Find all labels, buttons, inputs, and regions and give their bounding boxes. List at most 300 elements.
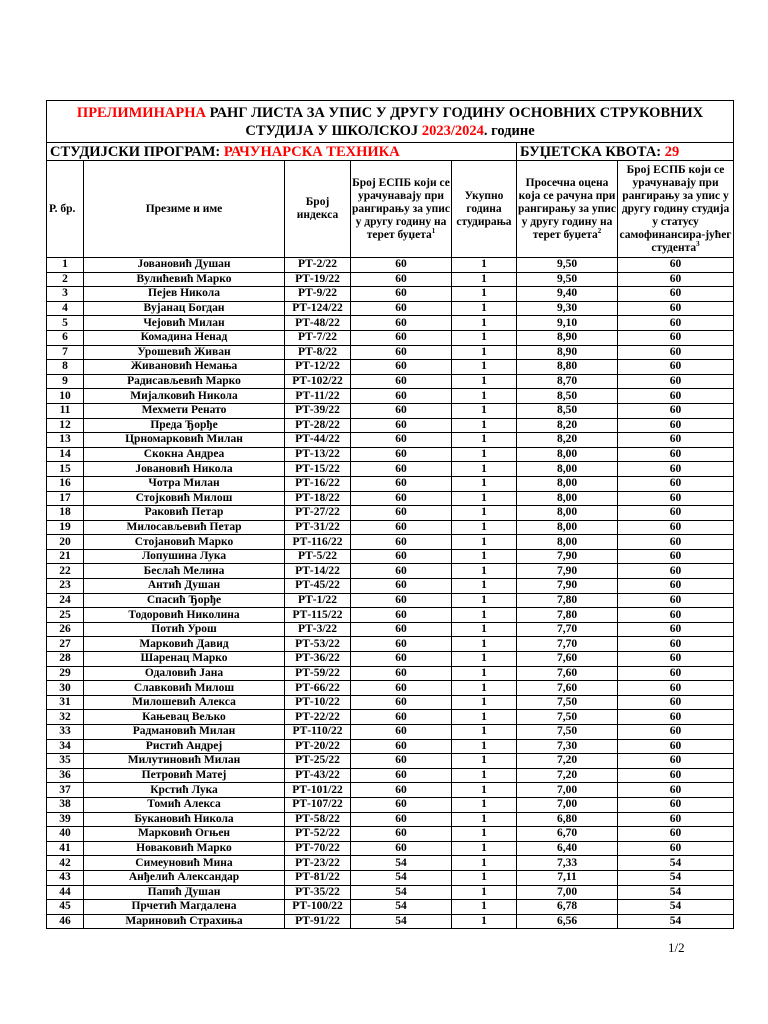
average-cell: 7,60 <box>517 681 618 696</box>
average-cell: 8,00 <box>517 535 618 550</box>
table-row <box>47 433 734 448</box>
espb-self-cell: 60 <box>618 418 734 433</box>
table-row <box>47 418 734 433</box>
table-row <box>47 287 734 302</box>
rank-cell: 41 <box>47 841 84 856</box>
average-cell: 8,00 <box>517 491 618 506</box>
col-header-index: Број индекса <box>285 161 351 258</box>
espb-self-cell: 60 <box>618 637 734 652</box>
index-cell: РТ-16/22 <box>285 476 351 491</box>
espb-cell: 60 <box>351 637 452 652</box>
years-cell: 1 <box>452 725 517 740</box>
espb-cell: 60 <box>351 476 452 491</box>
rank-cell: 10 <box>47 389 84 404</box>
rank-cell: 19 <box>47 520 84 535</box>
espb-self-cell: 60 <box>618 579 734 594</box>
index-cell: РТ-124/22 <box>285 301 351 316</box>
index-cell: РТ-12/22 <box>285 360 351 375</box>
years-cell: 1 <box>452 827 517 842</box>
name-cell: Крстић Лука <box>84 783 285 798</box>
name-cell: Шаренац Марко <box>84 652 285 667</box>
name-cell: Потић Урош <box>84 622 285 637</box>
espb-self-cell: 60 <box>618 768 734 783</box>
years-cell: 1 <box>452 637 517 652</box>
index-cell: РТ-11/22 <box>285 389 351 404</box>
rank-cell: 36 <box>47 768 84 783</box>
average-cell: 8,50 <box>517 389 618 404</box>
espb-self-cell: 60 <box>618 330 734 345</box>
espb-self-cell: 60 <box>618 725 734 740</box>
rank-cell: 31 <box>47 695 84 710</box>
name-cell: Чејовић Милан <box>84 316 285 331</box>
index-cell: РТ-8/22 <box>285 345 351 360</box>
espb-self-cell: 54 <box>618 870 734 885</box>
years-cell: 1 <box>452 549 517 564</box>
name-cell: Скокна Андреа <box>84 447 285 462</box>
table-row <box>47 637 734 652</box>
espb-self-cell: 60 <box>618 812 734 827</box>
average-cell: 8,70 <box>517 374 618 389</box>
index-cell: РТ-19/22 <box>285 272 351 287</box>
espb-cell: 60 <box>351 520 452 535</box>
name-cell: Петровић Матеј <box>84 768 285 783</box>
index-cell: РТ-13/22 <box>285 447 351 462</box>
name-cell: Мехмети Ренато <box>84 403 285 418</box>
index-cell: РТ-25/22 <box>285 754 351 769</box>
table-row <box>47 710 734 725</box>
espb-cell: 60 <box>351 739 452 754</box>
index-cell: РТ-15/22 <box>285 462 351 477</box>
rank-cell: 46 <box>47 914 84 929</box>
espb-self-cell: 60 <box>618 258 734 273</box>
table-row <box>47 725 734 740</box>
col-header-espb <box>351 161 452 258</box>
espb-self-cell: 60 <box>618 345 734 360</box>
espb-cell: 60 <box>351 374 452 389</box>
name-cell: Ристић Андреј <box>84 739 285 754</box>
name-cell: Јовановић Душан <box>84 258 285 273</box>
espb-self-cell: 60 <box>618 476 734 491</box>
years-cell: 1 <box>452 360 517 375</box>
average-cell: 7,60 <box>517 652 618 667</box>
years-cell: 1 <box>452 797 517 812</box>
espb-cell: 60 <box>351 345 452 360</box>
index-cell: РТ-14/22 <box>285 564 351 579</box>
rank-cell: 1 <box>47 258 84 273</box>
espb-cell: 60 <box>351 812 452 827</box>
ranking-rows <box>47 258 734 929</box>
espb-cell: 60 <box>351 695 452 710</box>
years-cell: 1 <box>452 739 517 754</box>
espb-self-cell: 60 <box>618 622 734 637</box>
espb-self-cell: 60 <box>618 783 734 798</box>
rank-cell: 23 <box>47 579 84 594</box>
average-cell: 7,70 <box>517 637 618 652</box>
index-cell: РТ-116/22 <box>285 535 351 550</box>
name-cell: Раковић Петар <box>84 506 285 521</box>
espb-self-cell: 60 <box>618 389 734 404</box>
rank-cell: 8 <box>47 360 84 375</box>
name-cell: Пејев Никола <box>84 287 285 302</box>
rank-cell: 30 <box>47 681 84 696</box>
title-line2-post: . године <box>483 122 535 139</box>
name-cell: Милошевић Алекса <box>84 695 285 710</box>
espb-self-cell: 60 <box>618 506 734 521</box>
espb-cell: 60 <box>351 418 452 433</box>
index-cell: РТ-35/22 <box>285 885 351 900</box>
espb-cell: 60 <box>351 827 452 842</box>
quota-label: БУЏЕТСКА КВОТА: <box>520 143 665 160</box>
rank-cell: 35 <box>47 754 84 769</box>
name-cell: Мијалковић Никола <box>84 389 285 404</box>
rank-cell: 7 <box>47 345 84 360</box>
table-row <box>47 856 734 871</box>
years-cell: 1 <box>452 579 517 594</box>
espb-cell: 60 <box>351 258 452 273</box>
name-cell: Антић Душан <box>84 579 285 594</box>
table-row <box>47 827 734 842</box>
average-cell: 9,30 <box>517 301 618 316</box>
table-row <box>47 579 734 594</box>
average-cell: 8,20 <box>517 433 618 448</box>
years-cell: 1 <box>452 272 517 287</box>
espb-cell: 54 <box>351 885 452 900</box>
rank-cell: 42 <box>47 856 84 871</box>
table-row <box>47 695 734 710</box>
years-cell: 1 <box>452 287 517 302</box>
rank-cell: 40 <box>47 827 84 842</box>
average-cell: 7,50 <box>517 695 618 710</box>
espb-cell: 60 <box>351 506 452 521</box>
index-cell: РТ-110/22 <box>285 725 351 740</box>
years-cell: 1 <box>452 535 517 550</box>
index-cell: РТ-31/22 <box>285 520 351 535</box>
table-row <box>47 812 734 827</box>
espb-self-cell: 60 <box>618 360 734 375</box>
name-cell: Беслаћ Мелина <box>84 564 285 579</box>
index-cell: РТ-81/22 <box>285 870 351 885</box>
index-cell: РТ-1/22 <box>285 593 351 608</box>
espb-cell: 60 <box>351 535 452 550</box>
average-cell: 7,20 <box>517 768 618 783</box>
espb-cell: 60 <box>351 841 452 856</box>
espb-self-cell: 60 <box>618 374 734 389</box>
rank-cell: 27 <box>47 637 84 652</box>
years-cell: 1 <box>452 681 517 696</box>
table-row <box>47 258 734 273</box>
index-cell: РТ-59/22 <box>285 666 351 681</box>
table-row <box>47 506 734 521</box>
page-number: 1/2 <box>668 940 685 955</box>
name-cell: Радмановић Милан <box>84 725 285 740</box>
average-cell: 8,00 <box>517 520 618 535</box>
quota-value: 29 <box>664 143 680 160</box>
table-row <box>47 345 734 360</box>
index-cell: РТ-10/22 <box>285 695 351 710</box>
table-row <box>47 330 734 345</box>
espb-cell: 60 <box>351 725 452 740</box>
table-row <box>47 652 734 667</box>
footnote-mark-1: 1 <box>431 226 436 235</box>
name-cell: Преда Ђорђе <box>84 418 285 433</box>
name-cell: Урошевић Живан <box>84 345 285 360</box>
name-cell: Спасић Ђорђе <box>84 593 285 608</box>
average-cell: 7,11 <box>517 870 618 885</box>
rank-cell: 22 <box>47 564 84 579</box>
average-cell: 7,33 <box>517 856 618 871</box>
espb-self-cell: 60 <box>618 593 734 608</box>
table-row <box>47 403 734 418</box>
average-cell: 7,00 <box>517 885 618 900</box>
name-cell: Мариновић Страхиња <box>84 914 285 929</box>
rank-cell: 20 <box>47 535 84 550</box>
index-cell: РТ-36/22 <box>285 652 351 667</box>
title-line2-pre: СТУДИЈА У ШКОЛСКОЈ <box>245 122 422 139</box>
document-title <box>47 101 734 143</box>
index-cell: РТ-91/22 <box>285 914 351 929</box>
table-row <box>47 520 734 535</box>
rank-cell: 33 <box>47 725 84 740</box>
average-cell: 6,80 <box>517 812 618 827</box>
index-cell: РТ-27/22 <box>285 506 351 521</box>
espb-self-cell: 60 <box>618 272 734 287</box>
index-cell: РТ-23/22 <box>285 856 351 871</box>
title-line-1 <box>47 104 733 122</box>
name-cell: Томић Алекса <box>84 797 285 812</box>
ranking-table <box>46 100 734 929</box>
col-header-average-text: Просечна оцена која се рачуна при рангирању за упис у другу годину на терет буџета <box>518 176 616 241</box>
espb-cell: 60 <box>351 754 452 769</box>
name-cell: Папић Душан <box>84 885 285 900</box>
average-cell: 6,40 <box>517 841 618 856</box>
espb-self-cell: 60 <box>618 681 734 696</box>
table-row <box>47 841 734 856</box>
index-cell: РТ-3/22 <box>285 622 351 637</box>
rank-cell: 45 <box>47 900 84 915</box>
average-cell: 9,10 <box>517 316 618 331</box>
index-cell: РТ-18/22 <box>285 491 351 506</box>
average-cell: 6,70 <box>517 827 618 842</box>
espb-cell: 60 <box>351 491 452 506</box>
name-cell: Црномарковић Милан <box>84 433 285 448</box>
rank-cell: 3 <box>47 287 84 302</box>
years-cell: 1 <box>452 330 517 345</box>
espb-cell: 60 <box>351 287 452 302</box>
name-cell: Новаковић Марко <box>84 841 285 856</box>
index-cell: РТ-28/22 <box>285 418 351 433</box>
table-row <box>47 754 734 769</box>
years-cell: 1 <box>452 841 517 856</box>
index-cell: РТ-58/22 <box>285 812 351 827</box>
table-row <box>47 549 734 564</box>
espb-cell: 60 <box>351 462 452 477</box>
average-cell: 7,70 <box>517 622 618 637</box>
rank-cell: 26 <box>47 622 84 637</box>
table-row <box>47 491 734 506</box>
index-cell: РТ-39/22 <box>285 403 351 418</box>
name-cell: Кањевац Вељко <box>84 710 285 725</box>
name-cell: Одаловић Јана <box>84 666 285 681</box>
espb-self-cell: 60 <box>618 520 734 535</box>
espb-cell: 54 <box>351 870 452 885</box>
years-cell: 1 <box>452 783 517 798</box>
program-name: РАЧУНАРСКА ТЕХНИКА <box>223 143 400 160</box>
espb-self-cell: 60 <box>618 491 734 506</box>
espb-cell: 54 <box>351 900 452 915</box>
index-cell: РТ-45/22 <box>285 579 351 594</box>
espb-cell: 60 <box>351 652 452 667</box>
years-cell: 1 <box>452 754 517 769</box>
index-cell: РТ-44/22 <box>285 433 351 448</box>
years-cell: 1 <box>452 491 517 506</box>
col-header-espb-text: Број ЕСПБ који се урачунавају при рангирању за упис у другу годину на терет буџета <box>352 176 450 241</box>
rank-cell: 38 <box>47 797 84 812</box>
index-cell: РТ-22/22 <box>285 710 351 725</box>
average-cell: 8,20 <box>517 418 618 433</box>
average-cell: 8,00 <box>517 447 618 462</box>
espb-self-cell: 60 <box>618 316 734 331</box>
table-row <box>47 870 734 885</box>
table-row <box>47 374 734 389</box>
name-cell: Прчетић Магдалена <box>84 900 285 915</box>
index-cell: РТ-43/22 <box>285 768 351 783</box>
espb-cell: 60 <box>351 666 452 681</box>
average-cell: 7,50 <box>517 710 618 725</box>
espb-cell: 60 <box>351 608 452 623</box>
table-row <box>47 476 734 491</box>
espb-cell: 60 <box>351 389 452 404</box>
name-cell: Комадина Ненад <box>84 330 285 345</box>
years-cell: 1 <box>452 447 517 462</box>
average-cell: 8,00 <box>517 462 618 477</box>
average-cell: 8,80 <box>517 360 618 375</box>
espb-self-cell: 60 <box>618 535 734 550</box>
table-row <box>47 535 734 550</box>
espb-self-cell: 60 <box>618 549 734 564</box>
espb-cell: 60 <box>351 360 452 375</box>
years-cell: 1 <box>452 506 517 521</box>
espb-cell: 60 <box>351 272 452 287</box>
table-row <box>47 316 734 331</box>
rank-cell: 12 <box>47 418 84 433</box>
index-cell: РТ-20/22 <box>285 739 351 754</box>
footnote-mark-3: 3 <box>696 239 700 248</box>
espb-self-cell: 60 <box>618 652 734 667</box>
rank-cell: 13 <box>47 433 84 448</box>
average-cell: 8,90 <box>517 330 618 345</box>
rank-cell: 43 <box>47 870 84 885</box>
table-row <box>47 608 734 623</box>
espb-self-cell: 60 <box>618 403 734 418</box>
table-row <box>47 900 734 915</box>
name-cell: Чотра Милан <box>84 476 285 491</box>
index-cell: РТ-66/22 <box>285 681 351 696</box>
espb-self-cell: 60 <box>618 827 734 842</box>
table-row <box>47 666 734 681</box>
espb-cell: 60 <box>351 622 452 637</box>
years-cell: 1 <box>452 476 517 491</box>
study-program <box>47 143 517 161</box>
years-cell: 1 <box>452 914 517 929</box>
years-cell: 1 <box>452 666 517 681</box>
average-cell: 9,50 <box>517 272 618 287</box>
rank-cell: 14 <box>47 447 84 462</box>
name-cell: Лопушина Лука <box>84 549 285 564</box>
table-row <box>47 885 734 900</box>
espb-self-cell: 54 <box>618 885 734 900</box>
average-cell: 7,90 <box>517 549 618 564</box>
espb-self-cell: 60 <box>618 433 734 448</box>
index-cell: РТ-70/22 <box>285 841 351 856</box>
years-cell: 1 <box>452 695 517 710</box>
title-line-2 <box>47 122 733 140</box>
name-cell: Симеуновић Мина <box>84 856 285 871</box>
years-cell: 1 <box>452 652 517 667</box>
espb-self-cell: 60 <box>618 447 734 462</box>
name-cell: Марковић Давид <box>84 637 285 652</box>
espb-self-cell: 60 <box>618 287 734 302</box>
rank-cell: 25 <box>47 608 84 623</box>
table-row <box>47 301 734 316</box>
years-cell: 1 <box>452 593 517 608</box>
table-row <box>47 447 734 462</box>
average-cell: 7,80 <box>517 593 618 608</box>
rank-cell: 39 <box>47 812 84 827</box>
years-cell: 1 <box>452 870 517 885</box>
index-cell: РТ-101/22 <box>285 783 351 798</box>
rank-cell: 44 <box>47 885 84 900</box>
years-cell: 1 <box>452 418 517 433</box>
rank-cell: 11 <box>47 403 84 418</box>
years-cell: 1 <box>452 316 517 331</box>
table-row <box>47 564 734 579</box>
name-cell: Живановић Немања <box>84 360 285 375</box>
col-header-espb-self <box>618 161 734 258</box>
years-cell: 1 <box>452 389 517 404</box>
espb-self-cell: 60 <box>618 754 734 769</box>
years-cell: 1 <box>452 433 517 448</box>
index-cell: РТ-115/22 <box>285 608 351 623</box>
col-header-average <box>517 161 618 258</box>
espb-self-cell: 60 <box>618 564 734 579</box>
average-cell: 7,00 <box>517 783 618 798</box>
name-cell: Милутиновић Милан <box>84 754 285 769</box>
years-cell: 1 <box>452 258 517 273</box>
table-row <box>47 272 734 287</box>
table-row <box>47 739 734 754</box>
espb-self-cell: 60 <box>618 301 734 316</box>
table-row <box>47 462 734 477</box>
espb-cell: 54 <box>351 856 452 871</box>
table-row <box>47 622 734 637</box>
rank-cell: 24 <box>47 593 84 608</box>
rank-cell: 5 <box>47 316 84 331</box>
footnote-mark-2: 2 <box>597 226 602 235</box>
espb-cell: 60 <box>351 593 452 608</box>
average-cell: 7,60 <box>517 666 618 681</box>
table-row <box>47 360 734 375</box>
years-cell: 1 <box>452 301 517 316</box>
average-cell: 6,78 <box>517 900 618 915</box>
budget-quota <box>517 143 734 161</box>
espb-self-cell: 60 <box>618 462 734 477</box>
rank-cell: 2 <box>47 272 84 287</box>
col-header-rank: Р. бр. <box>47 161 84 258</box>
rank-cell: 32 <box>47 710 84 725</box>
espb-cell: 60 <box>351 316 452 331</box>
years-cell: 1 <box>452 710 517 725</box>
espb-self-cell: 54 <box>618 914 734 929</box>
